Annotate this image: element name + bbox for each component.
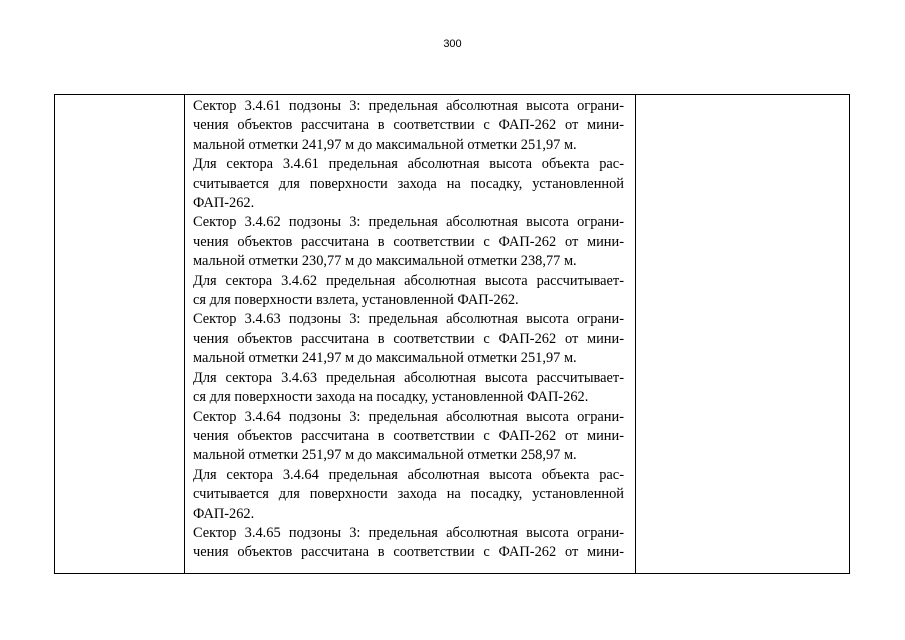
text-line: считывается для поверхности захода на посадку, установленной <box>193 486 624 503</box>
text-line: считывается для поверхности захода на посадку, установленной <box>193 175 624 192</box>
text-line: Сектор 3.4.65 подзоны 3: предельная абсолютная высота ограни- <box>193 524 624 541</box>
text-line: Для сектора 3.4.61 предельная абсолютная высота объекта рас- <box>193 156 624 173</box>
text-line: мальной отметки 241,97 м до максимальной отметки 251,97 м. <box>193 136 577 153</box>
text-line: ФАП-262. <box>193 505 255 522</box>
text-line: Сектор 3.4.63 подзоны 3: предельная абсолютная высота ограни- <box>193 311 624 328</box>
text-line: чения объектов рассчитана в соответствии с ФАП-262 от мини- <box>193 544 624 561</box>
text-line: Сектор 3.4.64 подзоны 3: предельная абсолютная высота ограни- <box>193 408 624 425</box>
text-line: чения объектов рассчитана в соответствии с ФАП-262 от мини- <box>193 427 624 444</box>
text-line: мальной отметки 241,97 м до максимальной отметки 251,97 м. <box>193 350 577 367</box>
table-cell-text <box>193 97 624 563</box>
text-line: Для сектора 3.4.63 предельная абсолютная высота рассчитывает- <box>193 369 624 386</box>
text-line: мальной отметки 230,77 м до максимальной отметки 238,77 м. <box>193 253 577 270</box>
text-line: ся для поверхности захода на посадку, установленной ФАП-262. <box>193 389 589 406</box>
column-divider-left <box>184 95 185 573</box>
text-line: ФАП-262. <box>193 195 255 212</box>
text-line: чения объектов рассчитана в соответствии с ФАП-262 от мини- <box>193 330 624 347</box>
text-line: ся для поверхности взлета, установленной ФАП-262. <box>193 292 519 309</box>
text-line: мальной отметки 251,97 м до максимальной отметки 258,97 м. <box>193 447 577 464</box>
text-line: Для сектора 3.4.64 предельная абсолютная высота объекта рас- <box>193 466 624 483</box>
text-line: Сектор 3.4.61 подзоны 3: предельная абсолютная высота ограни- <box>193 98 624 114</box>
page-number: 300 <box>443 38 462 50</box>
column-divider-right <box>635 95 636 573</box>
text-line: чения объектов рассчитана в соответствии с ФАП-262 от мини- <box>193 233 624 250</box>
document-table <box>54 94 850 574</box>
text-line: Сектор 3.4.62 подзоны 3: предельная абсолютная высота ограни- <box>193 214 624 231</box>
text-line: чения объектов рассчитана в соответствии с ФАП-262 от мини- <box>193 117 624 134</box>
text-line: Для сектора 3.4.62 предельная абсолютная высота рассчитывает- <box>193 272 624 289</box>
